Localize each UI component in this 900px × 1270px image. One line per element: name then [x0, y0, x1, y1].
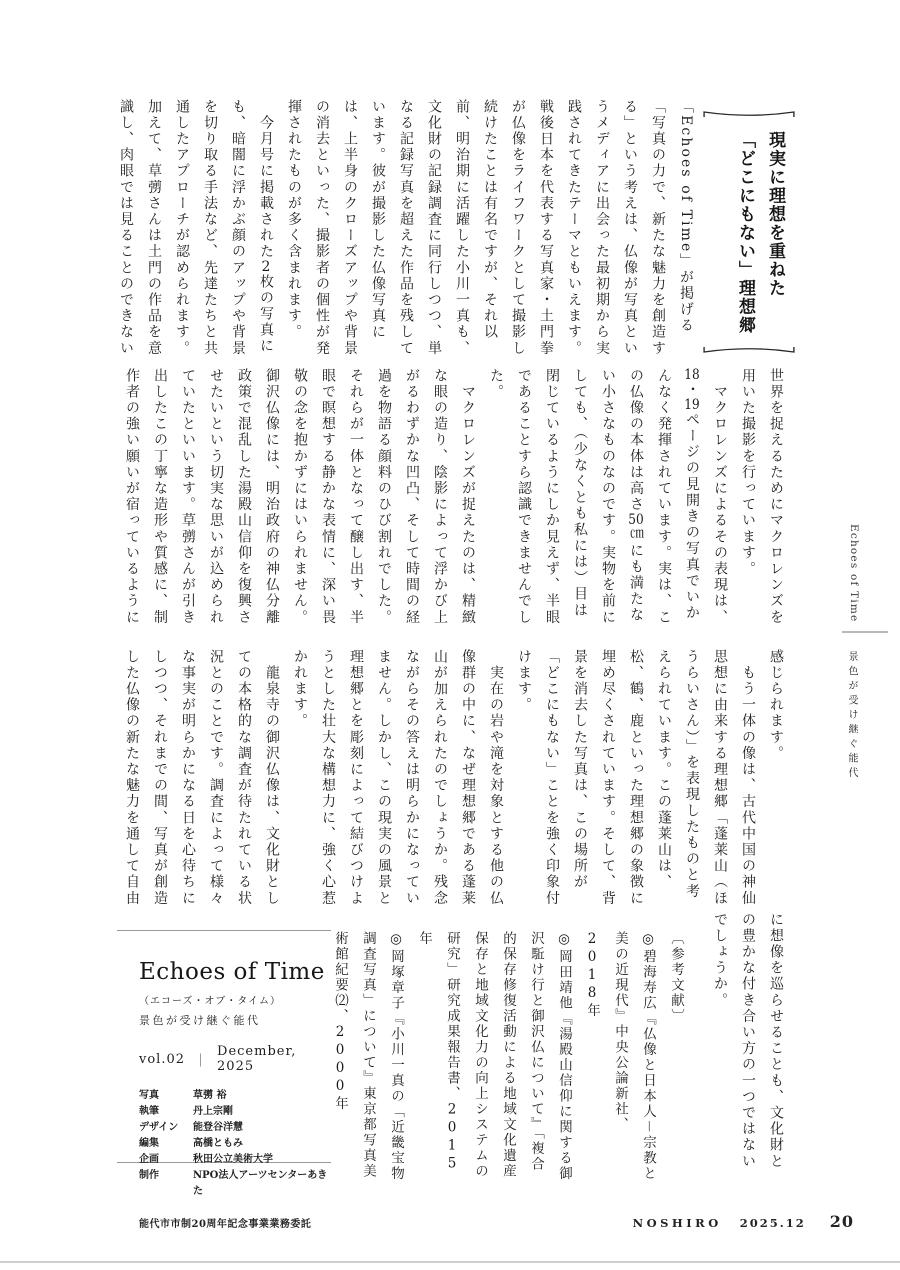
colophon: [117, 930, 331, 1230]
credit-role: 写真: [139, 1090, 159, 1101]
paragraph: もう一体の像は、古代中国の神仙思想に由来する理想郷「蓬莱山（ほうらいさん）」を表現したものと考えられています。この蓬莱山は、松、鶴、鹿といった理想郷の象徴に埋め尽くされています。そして、背景を消去した写真は、この場所が「どこにもない」ことを強く印象付けます。: [516, 649, 756, 907]
paragraph: 今月号に掲載された2枚の写真にも、暗闇に浮かぶ顔のアップや背景を切り取る手法など、先達たちと共通したアプローチが認められます。加えて、草彅さんは土門の作品を意識し、肉眼では見ることのできない: [118, 99, 274, 357]
title-line-1: 現実に理想を重ねた: [765, 131, 785, 298]
colophon-note: 能代市市制20周年記念事業業務委託: [139, 1219, 312, 1230]
reference-entry: ◎碧海寿広『仏像と日本人－宗教と美の近現代』中央公論新社、2018年: [584, 931, 656, 1182]
sidebar-rule: [842, 631, 888, 633]
credit-role: 執筆: [139, 1106, 159, 1117]
credit-name: 高橋ともみ: [193, 1138, 243, 1149]
volume-number: vol.02: [139, 1051, 186, 1067]
credit-role: 企画: [139, 1154, 159, 1165]
paragraph: 感じられます。: [768, 649, 784, 762]
page-title: [730, 131, 790, 343]
credit-name: 丹上宗剛: [193, 1106, 233, 1117]
credit-row: [139, 1088, 331, 1104]
credit-row: [139, 1104, 331, 1120]
volume-separator: ｜: [194, 1053, 209, 1069]
credit-role: 制作: [139, 1170, 159, 1181]
colophon-title-kana: （エコーズ・オブ・タイム）: [139, 996, 281, 1007]
issue-date: December, 2025: [217, 1044, 297, 1074]
paragraph: 「Echoes of Time」が掲げる「写真の力で、新たな魅力を創造する」という考えは、仏像が写真というメディアに出会った最初期から実践されてきたテーマともいえます。戦後日本を代表する写真家・土門拳が仏像をライフワークとして撮影し続けたことは有名ですが、それ以前、明治期に活躍した小川一真も、文化財の記録調査に同行しつつ、単なる記録写真を超えた作品を残しています。彼が撮影した仏像写真には、上半身のクローズアップや背景の消去といった、撮影者の個性が発揮されたものが多く含まれます。: [286, 99, 694, 357]
credit-name: 草彅 裕: [193, 1090, 227, 1101]
colophon-volume-line: [139, 1044, 331, 1074]
paragraph: 実在の岩や滝を対象とする他の仏像群の中に、なぜ理想郷である蓬莱山が加えられたのでしょうか。残念ながらその答えは明らかになっていません。しかし、この現実の風景と理想郷とを彫刻によって結びつけようとした壮大な構想力に、強く心惹かれます。: [292, 649, 504, 907]
article-title: [702, 99, 796, 363]
credit-row: [139, 1152, 331, 1168]
page-bottom-rule: [0, 1261, 900, 1263]
title-bracket-bottom-icon: [702, 345, 796, 357]
paragraph: に想像を巡らせることも、文化財との豊かな付き合い方の一つではないでしょうか。: [712, 912, 784, 1170]
article-band-1: [112, 99, 700, 361]
credit-row: [139, 1120, 331, 1136]
footer-page-number: 20: [829, 1212, 854, 1231]
paragraph: 世界を捉えるためにマクロレンズを用いた撮影を行っています。: [740, 368, 784, 626]
colophon-title: Echoes of Time: [139, 959, 325, 985]
paragraph: マクロレンズが捉えたのは、精緻な眼の造り、陰影によって浮かび上がるわずかな凹凸、そして時間の経過を物語る顔料のひび割れでした。それらが一体となって醸し出す、半眼で瞑想する静かな表情に、深い畏敬の念を抱かずにはいられません。御沢仏像には、明治政府の神仏分離政策で混乱した湯殿山信仰を復興させたいという切実な思いが込められていたといいます。草彅さんが引き出したこの丁寧な造形や質感に、制作者の強い願いが宿っているように: [124, 368, 476, 626]
page-footer: [633, 1212, 854, 1231]
reference-entry: ◎岡田靖他『湯殿山信仰に関する御沢駈け行と御沢仏について』「複合的保存修復活動による地域文化遺産保存と地域文化力の向上システムの研究」研究成果報告書、2015年: [416, 931, 572, 1182]
paragraph: 龍泉寺の御沢仏像は、文化財としての本格的な調査が待たれている状況とのことです。調査によって様々な事実が明らかになる日を心待ちにしつつ、それまでの間、写真が創造した仏像の新たな魅力を通して自由: [124, 649, 280, 907]
sidebar-series-title: Echoes of Time: [848, 524, 860, 623]
reference-entry: ◎岡塚章子『小川一真の「近畿宝物調査写真」について』東京都写真美術館紀要⑵、2000年: [332, 931, 404, 1182]
article-band-3: [118, 649, 790, 911]
credit-row: [139, 1168, 331, 1200]
credit-role: 編集: [139, 1138, 159, 1149]
colophon-subtitle: 景色が受け継ぐ能代: [139, 1014, 261, 1027]
credit-name: 秋田公立美術大学: [193, 1154, 273, 1165]
credit-name: NPO法人アーツセンターあきた: [193, 1170, 328, 1197]
credit-row: [139, 1136, 331, 1152]
reference-entry: 〔参考文献〕: [668, 931, 684, 1024]
credits-list: [139, 1088, 331, 1200]
credit-name: 能登谷洋慧: [193, 1122, 243, 1133]
credit-role: デザイン: [139, 1122, 179, 1133]
article-band-4: [706, 912, 790, 1174]
title-line-2: 「どこにもない」理想郷: [735, 131, 755, 335]
footer-issue: 2025.12: [739, 1216, 806, 1230]
title-bracket-top-icon: [702, 107, 796, 119]
article-band-2: [118, 368, 790, 630]
paragraph: マクロレンズによるその表現は、18・19ページの見開きの写真でいかんなく発揮されています。実は、この仏像の本体は高さ50㎝にも満たない小さなものなのです。実物を前にしても、（少なくとも私には）目は閉じているようにしか見えず、半眼であることすら認識できませんでした。: [488, 368, 728, 626]
footer-magazine-name: NOSHIRO: [632, 1216, 722, 1230]
references: [326, 931, 690, 1183]
sidebar-subtitle: 景色が受け継ぐ能代: [846, 651, 857, 782]
